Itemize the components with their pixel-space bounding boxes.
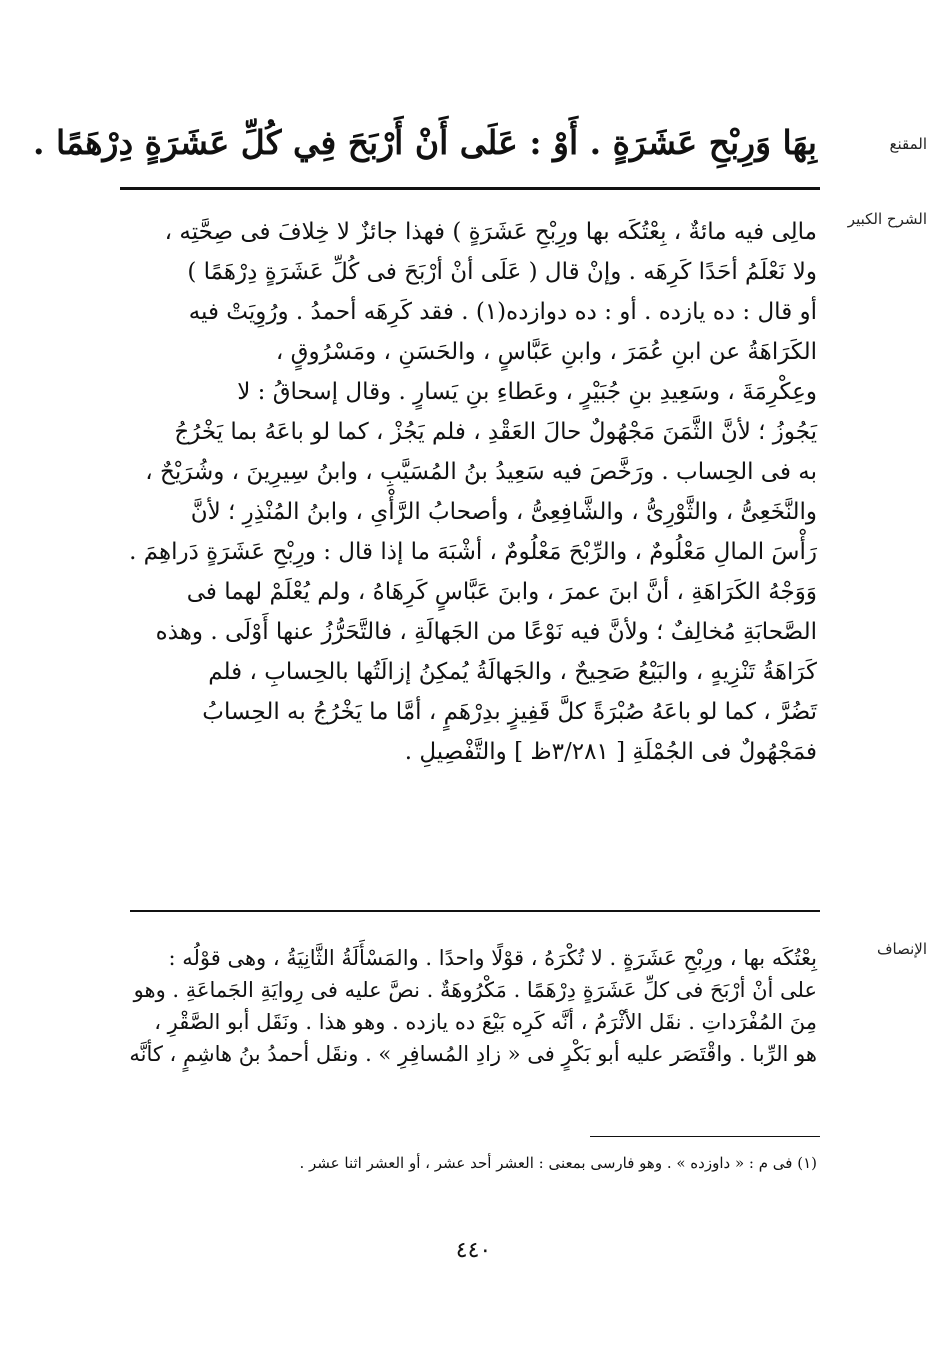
insaf-line: بِعْتُكَه بها ، ورِبْحِ عَشَرَةٍ . لا تُكْرَهُ ، قوْلًا واحدًا . والمَسْأَلَةُ الثَّانِيَةُ ، وهى قوْلُه : [168, 946, 817, 970]
sharh-line: والنَّخَعِىُّ ، والثَّوْرِىُّ ، والشَّافِعِىُّ ، وأصحابُ الرَّأْىِ ، وابنُ المُنْذِرِ ؛ لأنَّ [190, 499, 817, 525]
sharh-line: يَجُوزُ ؛ لأنَّ الثَّمَنَ مَجْهُولٌ حالَ العَقْدِ ، فلم يَجُزْ ، كما لو باعَهُ بما يَخْرُجُ [174, 419, 817, 445]
sharh-line: به فى الحِساب . ورَخَّصَ فيه سَعِيدُ بنُ المُسَيَّبِ ، وابنُ سِيرِينَ ، وشُرَيْحٌ ، [145, 459, 817, 485]
footnote-rule [590, 1136, 820, 1137]
label-insaf: الإنصاف [876, 940, 927, 958]
sharh-line: فمَجْهُولٌ فى الجُمْلَةِ [ ٣/٢٨١ظ ] والتَّفْصِيلِ . [404, 739, 817, 765]
label-muqni: المقنع [889, 135, 927, 153]
sharh-line: ولا نَعْلَمُ أحَدًا كَرِهَه . وإنْ قال ( عَلَى أنْ أرْبَحَ فى كُلِّ عَشَرَةٍ دِرْهَمًا ) [187, 259, 817, 285]
sharh-line: رَأْسَ المالِ مَعْلُومٌ ، والرِّبْحَ مَعْلُومٌ ، أشْبَهَ ما إذا قال : ورِبْحِ عَشَرَةٍ دَراهِمَ . [129, 539, 817, 565]
insaf-line: هو الرِّبا . واقْتَصَر عليه أبو بَكْرٍ فى « زادِ المُسافِرِ » . ونقَل أحمدُ بنُ هاشِمٍ ، كأنَّه [129, 1042, 817, 1066]
insaf-line: على أنْ أرْبَحَ فى كلِّ عَشَرَةٍ دِرْهَمًا . مَكْرُوهَةٌ . نصَّ عليه فى رِوايَةِ الجَماعَةِ . وهو [133, 978, 817, 1002]
sharh-line: وعِكْرِمَةَ ، وسَعِيدِ بنِ جُبَيْرٍ ، وعَطاءِ بنِ يَسارٍ . وقال إسحاقُ : لا [237, 379, 817, 405]
muqni-text [33, 118, 817, 168]
sharh-line: مالِى فيه مائةٌ ، بِعْتُكَه بها ورِبْحِ عَشَرَةٍ ) فهذا جائزٌ لا خِلافَ فى صِحَّتِه ، [164, 219, 817, 245]
sharh-text [127, 212, 817, 772]
insaf-text [127, 942, 817, 1070]
sharh-line: الصَّحابَةِ مُخالِفٌ ؛ ولأنَّ فيه نَوْعًا من الجَهالَةِ ، فالتَّحَرُّزُ عنها أَوْلَى . وهذه [155, 619, 817, 645]
insaf-line: مِنَ المُفْرَداتِ . نقَل الأثْرَمُ ، أنَّه كَرِه بَيْعَ ده يازده . وهو هذا . ونَقَل أبو الصَّقْرِ ، [154, 1010, 817, 1034]
sharh-line: تَضُرَّ ، كما لو باعَهُ صُبْرَةً كلَّ قَفِيزٍ بدِرْهَمٍ ، أمَّا ما يَخْرُجُ به الحِسابُ [202, 699, 817, 725]
sharh-line: وَوَجْهُ الكَرَاهَةِ ، أنَّ ابنَ عمرَ ، وابنَ عَبَّاسٍ كَرِهَاهُ ، ولم يُعْلَمْ لهما فى [186, 579, 817, 605]
muqni-line: بِهَا وَرِبْحِ عَشَرَةٍ . أَوْ : عَلَى أَنْ أَرْبَحَ فِي كُلِّ عَشَرَةٍ دِرْهَمًا . [33, 123, 817, 162]
sharh-line: الكَرَاهَةُ عن ابنِ عُمَرَ ، وابنِ عَبَّاسٍ ، والحَسَنِ ، ومَسْرُوقٍ ، [275, 339, 817, 365]
label-sharh: الشرح الكبير [847, 210, 927, 228]
sharh-line: أو قال : ده يازده . أو : ده دوازده(١) . فقد كَرِهَه أحمدُ . ورُوِيَتْ فيه [188, 299, 817, 325]
header-rule [120, 187, 820, 190]
footnote: (١) فى م : « داوزده » . وهو فارسى بمعنى : العشر أحد عشر ، أو العشر اثنا عشر . [299, 1154, 817, 1172]
sharh-line: كَرَاهَةُ تَنْزِيهٍ ، والبَيْعُ صَحِيحٌ ، والجَهالَةُ يُمكِنُ إزالَتُها بالحِسابِ ، فلم [208, 659, 817, 685]
page-number: ٤٤٠ [455, 1238, 492, 1263]
section-rule [130, 910, 820, 912]
